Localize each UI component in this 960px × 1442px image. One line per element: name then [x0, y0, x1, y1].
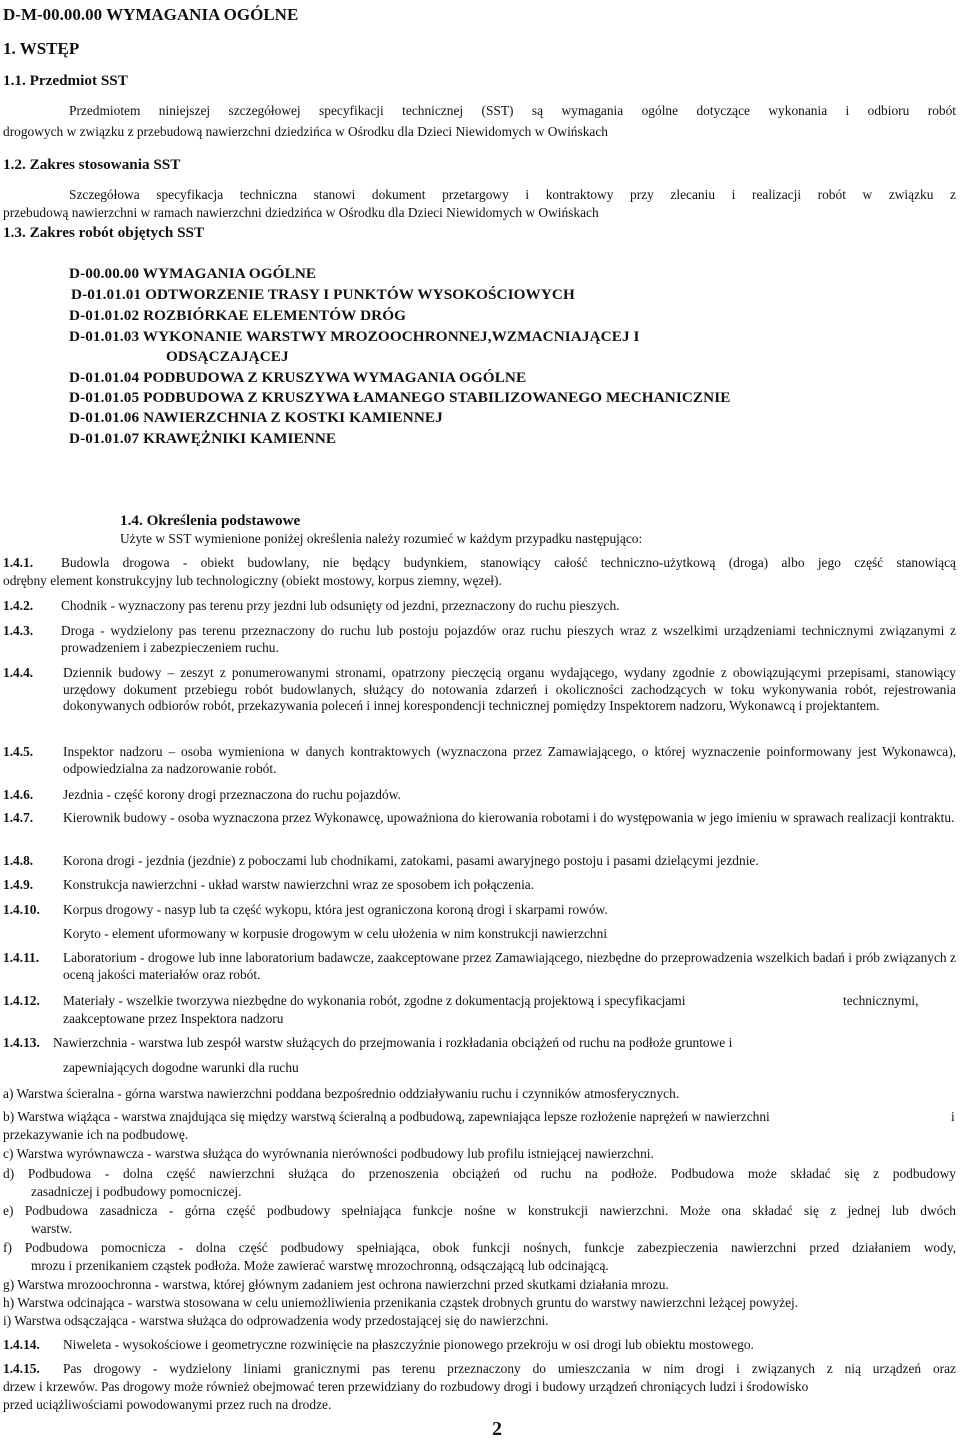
scope-item: D-01.01.05 PODBUDOWA Z KRUSZYWA ŁAMANEGO STABILIZOWANEGO MECHANICZNIE — [69, 389, 731, 406]
list-item: warstw. — [31, 1221, 73, 1236]
definition-text: technicznymi, — [843, 993, 919, 1008]
definition-number: 1.4.12. — [3, 993, 40, 1008]
definition-number: 1.4.14. — [3, 1337, 40, 1352]
definition-text: Droga - wydzielony pas terenu przeznaczony do ruchu lub postoju pojazdów oraz ruchu pieszych wraz z wszelkimi urządzeniami technicznymi związanymi z prowadzeniem i zabezpieczeniem ruchu. — [61, 623, 956, 655]
list-item: g) Warstwa mrozoochronna - warstwa, której głównym zadaniem jest ochrona nawierzchni przed skutkami działania mrozu. — [3, 1277, 669, 1292]
scope-item: ODSĄCZAJĄCEJ — [166, 348, 289, 365]
definition-text: Materiały - wszelkie tworzywa niezbędne do wykonania robót, zgodne z dokumentacją projektową i specyfikacjami — [63, 993, 686, 1008]
definition-number: 1.4.5. — [3, 744, 34, 759]
definition-text: Konstrukcja nawierzchni - układ warstw nawierzchni wraz ze sposobem ich połączenia. — [63, 877, 535, 892]
definition-text: Dziennik budowy – zeszyt z ponumerowanymi stronami, opatrzony pieczęcią organu wydającego, wydany zgodnie z obowiązującymi przepisami, stanowiący urzędowy dokument przebiegu robót budowlanych, służący do notowania zdarzeń i okoliczności zachodzących w toku wykonywania robót, rejestrowania dokonywanych odbiorów robót, przekazywania poleceń i innej korespondencji technicznej pomiędzy Inspektorem nadzoru, Wykonawcą i projektantem. — [63, 665, 956, 714]
list-item: f) Podbudowa pomocnicza - dolna część podbudowy spełniająca, obok funkcji nośnych, funkcje zabezpieczenia nawierzchni przed działaniem wody, — [3, 1240, 956, 1255]
definition-text: Koryto - element uformowany w korpusie drogowym w celu ułożenia w nim konstrukcji nawierzchni — [63, 926, 608, 941]
list-item: c) Warstwa wyrównawcza - warstwa służąca do wyrównania nierówności podbudowy lub profilu istniejącej nawierzchni. — [3, 1146, 654, 1161]
page-number: 2 — [492, 1418, 502, 1440]
list-item: i) Warstwa odsączająca - warstwa służąca do odprowadzenia wody przedostającej się do nawierzchni. — [3, 1313, 549, 1328]
paragraph-1-1-line-2: drogowych w związku z przebudową nawierzchni dziedzińca w Ośrodku dla Dzieci Niewidomych w Owińskach — [3, 124, 608, 139]
definition-text: Jezdnia - część korony drogi przeznaczona do ruchu pojazdów. — [63, 787, 401, 802]
scope-item: D-01.01.04 PODBUDOWA Z KRUSZYWA WYMAGANIA OGÓLNE — [69, 369, 527, 386]
definition-text: Laboratorium - drogowe lub inne laboratorium badawcze, zaakceptowane przez Zamawiającego, niezbędne do przeprowadzenia wszelkich badań i prób związanych z oceną jakości materiałów oraz robót. — [63, 950, 956, 982]
paragraph-1-1-line-1: Przedmiotem niniejszej szczegółowej specyfikacji technicznej (SST) są wymagania ogólne dotyczące wykonania i odbioru robót — [69, 103, 956, 118]
list-item: a) Warstwa ścieralna - górna warstwa nawierzchni poddana bezpośrednio oddziaływaniu ruchu i czynników atmosferycznych. — [3, 1086, 680, 1101]
heading-1-4: 1.4. Określenia podstawowe — [120, 512, 301, 529]
paragraph-1-2-line-1: Szczegółowa specyfikacja techniczna stanowi dokument przetargowy i kontraktowy przy zlecaniu i realizacji robót w związku z — [69, 187, 956, 202]
definition-number: 1.4.11. — [3, 950, 40, 965]
list-item: i — [951, 1109, 955, 1124]
definition-text: odrębny element konstrukcyjny lub technologiczny (obiekt mostowy, korpus ziemny, węzeł). — [3, 573, 502, 588]
list-item: przekazywanie ich na podbudowę. — [3, 1127, 189, 1142]
list-item: b) Warstwa wiążąca - warstwa znajdująca się między warstwą ścieralną a podbudową, zapewniająca lepsze rozłożenie naprężeń w nawierzchni — [3, 1109, 770, 1124]
definition-number: 1.4.13. — [3, 1035, 40, 1050]
definition-text: Pas drogowy - wydzielony liniami granicznymi pas terenu przeznaczony do umieszczania w nim drogi i związanych z nią urządzeń oraz — [63, 1361, 956, 1376]
definition-number: 1.4.1. — [3, 555, 34, 570]
definition-number: 1.4.3. — [3, 623, 34, 638]
heading-1-1: 1.1. Przedmiot SST — [3, 72, 128, 89]
definition-number: 1.4.9. — [3, 877, 34, 892]
definition-text: Chodnik - wyznaczony pas terenu przy jezdni lub odsunięty od jezdni, przeznaczony do ruchu pieszych. — [61, 598, 620, 613]
definition-text: Nawierzchnia - warstwa lub zespół warstw służących do przejmowania i rozkładania obciążeń od ruchu na podłoże gruntowe i — [53, 1035, 733, 1050]
definition-text: zaakceptowane przez Inspektora nadzoru — [63, 1011, 284, 1026]
definition-text: drzew i krzewów. Pas drogowy może również obejmować teren przewidziany do rozbudowy drogi i budowy urządzeń chroniących ludzi i środowisko — [3, 1379, 809, 1394]
definition-text: Niweleta - wysokościowe i geometryczne rozwinięcie na płaszczyźnie pionowego przekroju w osi drogi lub obiektu mostowego. — [63, 1337, 754, 1352]
list-item: e) Podbudowa zasadnicza - górna część podbudowy spełniająca funkcje nośne w konstrukcji nawierzchni. Może ona składać się z jednej lub dwóch — [3, 1203, 956, 1218]
definitions-intro: Użyte w SST wymienione poniżej określenia należy rozumieć w każdym przypadku następująco: — [120, 531, 643, 546]
definition-number: 1.4.4. — [3, 665, 34, 680]
list-item: d) Podbudowa - dolna część nawierzchni służąca do przenoszenia obciążeń od ruchu na podłoże. Podbudowa może składać się z podbudowy — [3, 1166, 956, 1181]
list-item: h) Warstwa odcinająca - warstwa stosowana w celu uniemożliwienia przenikania cząstek drobnych gruntu do warstwy nawierzchni leżącej powyżej. — [3, 1295, 799, 1310]
list-item: mrozu i przenikaniem cząstek podłoża. Może zawierać warstwę mrozochronną, odsączającą lub odcinającą. — [31, 1258, 609, 1273]
definition-text: Korpus drogowy - nasyp lub ta część wykopu, która jest ograniczona koroną drogi i skarpami rowów. — [63, 902, 608, 917]
scope-item: D-01.01.06 NAWIERZCHNIA Z KOSTKI KAMIENNEJ — [69, 409, 443, 426]
definition-text: Kierownik budowy - osoba wyznaczona przez Wykonawcę, upoważniona do kierowania robotami i do występowania w jego imieniu w sprawach realizacji kontraktu. — [63, 810, 955, 825]
document-code-heading: D-M-00.00.00 WYMAGANIA OGÓLNE — [3, 5, 299, 24]
section-heading-wstep: 1. WSTĘP — [3, 39, 80, 58]
scope-item: D-00.00.00 WYMAGANIA OGÓLNE — [69, 265, 317, 282]
list-item: zasadniczej i podbudowy pomocniczej. — [31, 1184, 242, 1199]
definition-number: 1.4.8. — [3, 853, 34, 868]
scope-item: D-01.01.01 ODTWORZENIE TRASY I PUNKTÓW WYSOKOŚCIOWYCH — [71, 286, 575, 303]
definition-number: 1.4.6. — [3, 787, 34, 802]
definition-text: zapewniających dogodne warunki dla ruchu — [63, 1060, 299, 1075]
scope-item: D-01.01.02 ROZBIÓRKAE ELEMENTÓW DRÓG — [69, 307, 407, 324]
definition-text: Korona drogi - jezdnia (jezdnie) z poboczami lub chodnikami, zatokami, pasami awaryjnego postoju i pasami dzielącymi jezdnie. — [63, 853, 759, 868]
heading-1-3: 1.3. Zakres robót objętych SST — [3, 224, 205, 241]
scope-item: D-01.01.03 WYKONANIE WARSTWY MROZOOCHRONNEJ,WZMACNIAJĄCEJ I — [69, 328, 640, 345]
definition-number: 1.4.7. — [3, 810, 34, 825]
definition-text: Inspektor nadzoru – osoba wymieniona w danych kontraktowych (wyznaczona przez Zamawiającego, o której wyznaczenie poinformowany jest Wykonawca), odpowiedzialna za nadzorowanie robót. — [63, 744, 956, 776]
definition-number: 1.4.2. — [3, 598, 34, 613]
heading-1-2: 1.2. Zakres stosowania SST — [3, 156, 181, 173]
scope-item: D-01.01.07 KRAWĘŻNIKI KAMIENNE — [69, 430, 337, 447]
paragraph-1-2-line-2: przebudową nawierzchni w ramach nawierzchni dziedzińca w Ośrodku dla Dzieci Niewidomych w Owińskach — [3, 205, 599, 220]
definition-number: 1.4.15. — [3, 1361, 40, 1376]
definition-text: Budowla drogowa - obiekt budowlany, nie będący budynkiem, stanowiący całość techniczno-użytkową (droga) albo jego część stanowiącą — [61, 555, 956, 570]
definition-text: przed uciążliwościami powodowanymi przez ruch na drodze. — [3, 1397, 332, 1412]
definition-number: 1.4.10. — [3, 902, 40, 917]
